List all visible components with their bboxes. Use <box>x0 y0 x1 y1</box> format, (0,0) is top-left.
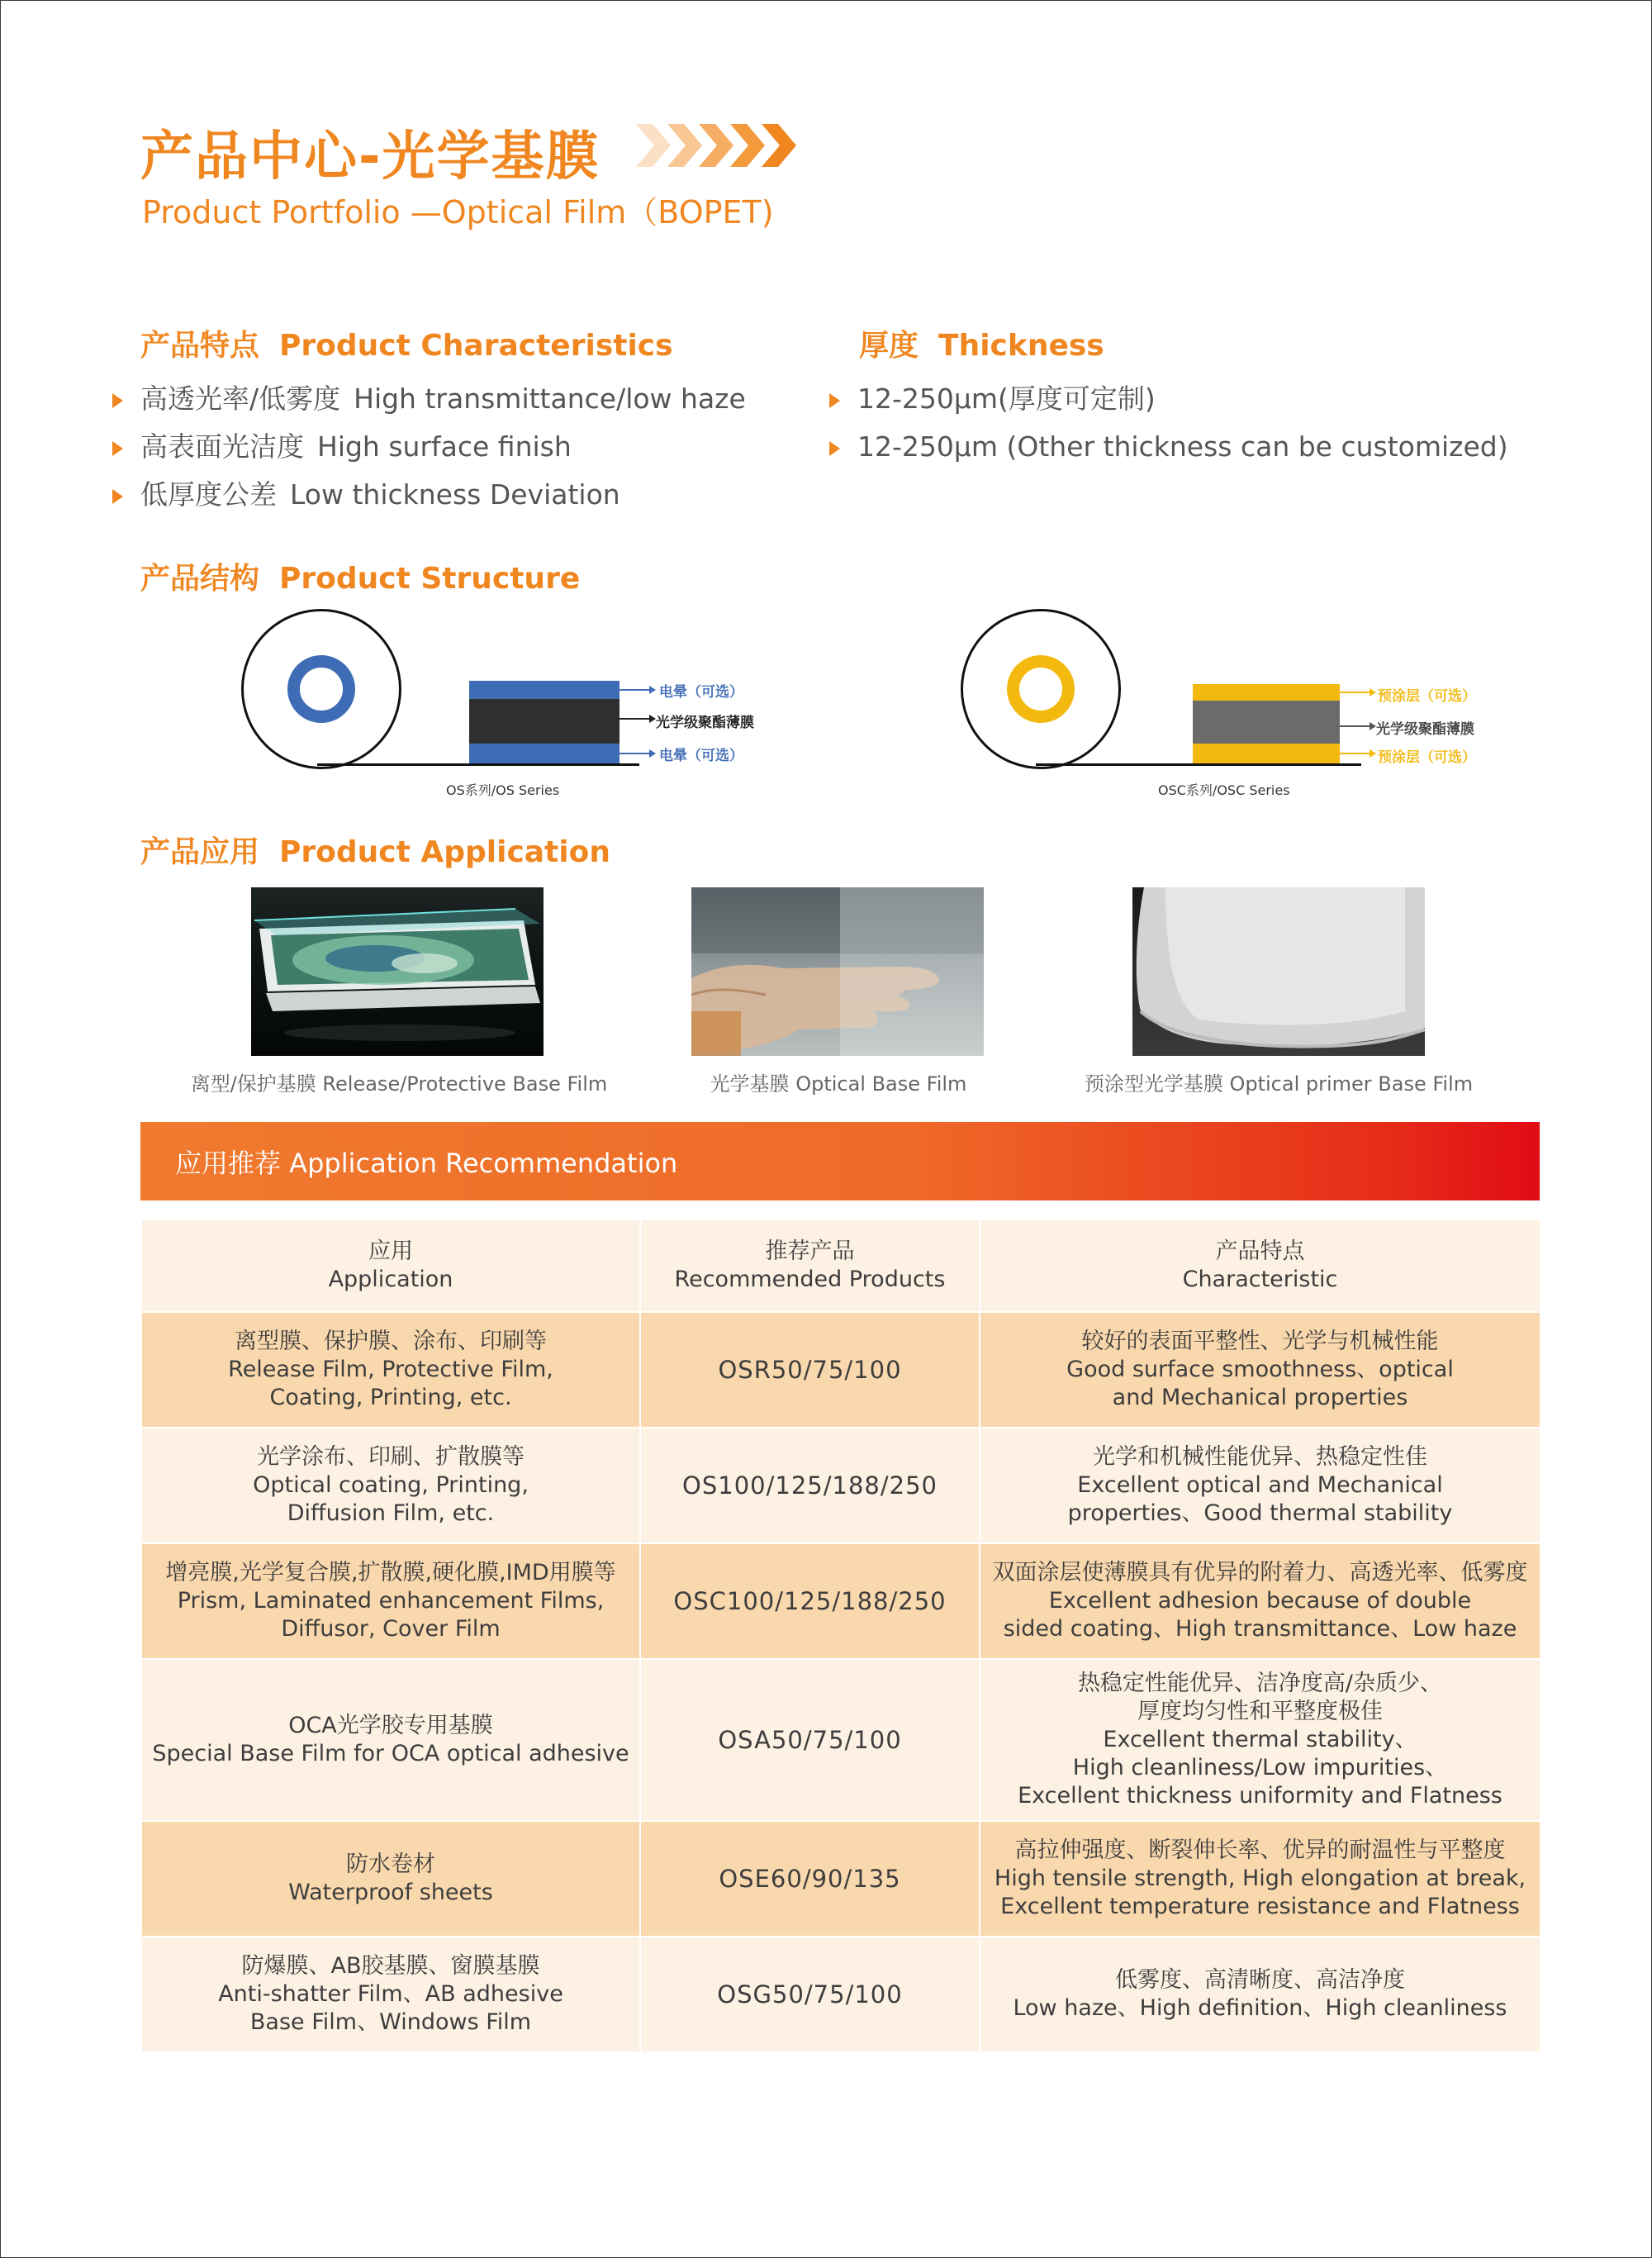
cell-product: OS100/125/188/250 <box>640 1428 980 1543</box>
recommendation-banner-title: 应用推荐 Application Recommendation <box>175 1148 678 1179</box>
column-header-application: 应用 Application <box>141 1219 640 1312</box>
os-roll-icon <box>241 609 401 769</box>
cell-application: 光学涂布、印刷、扩散膜等 Optical coating, Printing, Diffusion Film, etc. <box>141 1428 640 1543</box>
thickness-list <box>829 375 1508 471</box>
cell-application: OCA光学胶专用基膜 Special Base Film for OCA optical adhesive <box>141 1659 640 1821</box>
application-heading-en: Product Application <box>279 835 610 869</box>
os-layer-top-label: 电晕（可选） <box>659 684 743 701</box>
photo-caption: 预涂型光学基膜 Optical primer Base Film <box>1084 1072 1474 1096</box>
cell-characteristic: 双面涂层使薄膜具有优异的附着力、高透光率、低雾度 Excellent adhesion because of double sided coating、High transmittance、Low haze <box>980 1543 1540 1659</box>
tablet-photo-icon <box>251 887 544 1056</box>
cell-characteristic: 高拉伸强度、断裂伸长率、优异的耐温性与平整度 High tensile strength, High elongation at break, Excellent temperature resistance and Flatness <box>980 1821 1540 1937</box>
cell-application: 离型膜、保护膜、涂布、印刷等 Release Film, Protective Film, Coating, Printing, etc. <box>141 1312 640 1428</box>
recommendation-banner <box>140 1122 1540 1200</box>
chevron-arrows-icon <box>636 124 801 167</box>
page-title: 产品中心-光学基膜 <box>140 126 601 188</box>
os-roll-core-icon <box>287 655 355 723</box>
table-header-row <box>141 1219 1540 1312</box>
osc-arrows-icon <box>1340 684 1376 767</box>
osc-layer-bottom <box>1193 744 1340 763</box>
list-item: 低厚度公差 Low thickness Deviation <box>112 471 746 519</box>
cell-product: OSA50/75/100 <box>640 1659 980 1821</box>
osc-series-label: OSC系列/OSC Series <box>1158 782 1290 798</box>
page-subtitle: Product Portfolio —Optical Film（BOPET) <box>142 194 774 231</box>
structure-heading-cn: 产品结构 <box>140 562 260 596</box>
os-layer-mid-label: 光学级聚酯薄膜 <box>656 715 754 731</box>
cell-product: OSE60/90/135 <box>640 1821 980 1937</box>
cell-product: OSC100/125/188/250 <box>640 1543 980 1659</box>
cell-characteristic: 低雾度、高清晰度、高洁净度 Low haze、High definition、High cleanliness <box>980 1937 1540 2052</box>
table-row <box>141 1543 1540 1659</box>
cell-product: OSR50/75/100 <box>640 1312 980 1428</box>
osc-layer-mid <box>1193 701 1340 744</box>
os-arrows-icon <box>620 681 656 767</box>
column-header-characteristic: 产品特点 Characteristic <box>980 1219 1540 1312</box>
recommendation-table <box>140 1219 1541 2053</box>
osc-layer-top-label: 预涂层（可选） <box>1378 688 1476 705</box>
table-row <box>141 1659 1540 1821</box>
osc-layer-bottom-label: 预涂层（可选） <box>1378 749 1476 766</box>
characteristics-heading <box>140 322 673 364</box>
osc-baseline <box>1036 763 1361 766</box>
os-layer-top <box>469 681 620 699</box>
characteristics-heading-en: Product Characteristics <box>279 329 673 363</box>
column-header-product: 推荐产品 Recommended Products <box>640 1219 980 1312</box>
characteristics-list <box>112 375 746 519</box>
list-item: 12-250μm (Other thickness can be customized) <box>829 423 1508 471</box>
cell-application: 增亮膜,光学复合膜,扩散膜,硬化膜,IMD用膜等 Prism, Laminated enhancement Films, Diffusor, Cover Film <box>141 1543 640 1659</box>
table-row <box>141 1312 1540 1428</box>
list-item: 高透光率/低雾度 High transmittance/low haze <box>112 375 746 423</box>
thickness-heading-cn: 厚度 <box>859 329 919 363</box>
cell-characteristic: 热稳定性能优异、洁净度高/杂质少、 厚度均匀性和平整度极佳 Excellent thermal stability、 High cleanliness/Low impurities、 Excellent thickness uniformity and Flatness <box>980 1659 1540 1821</box>
structure-heading <box>140 555 580 597</box>
os-layer-bottom-label: 电晕（可选） <box>659 748 743 764</box>
table-row <box>141 1937 1540 2052</box>
cell-characteristic: 光学和机械性能优异、热稳定性佳 Excellent optical and Mechanical properties、Good thermal stability <box>980 1428 1540 1543</box>
os-baseline <box>317 763 639 766</box>
os-layer-mid <box>469 699 620 744</box>
application-heading-cn: 产品应用 <box>140 835 260 869</box>
structure-heading-en: Product Structure <box>279 562 581 596</box>
film-sheet-photo-icon <box>1132 887 1425 1056</box>
photo-caption: 光学基膜 Optical Base Film <box>710 1072 967 1096</box>
application-heading <box>140 829 610 871</box>
osc-roll-core-icon <box>1007 655 1075 723</box>
osc-roll-icon <box>961 609 1121 769</box>
table-row <box>141 1821 1540 1937</box>
os-layer-bottom <box>469 744 620 763</box>
table-row <box>141 1428 1540 1543</box>
list-item: 高表面光洁度 High surface finish <box>112 423 746 471</box>
characteristics-heading-cn: 产品特点 <box>140 329 260 363</box>
cell-application: 防水卷材 Waterproof sheets <box>141 1821 640 1937</box>
osc-layer-mid-label: 光学级聚酯薄膜 <box>1376 721 1474 738</box>
osc-layer-top <box>1193 684 1340 701</box>
list-item: 12-250μm(厚度可定制) <box>829 375 1508 423</box>
thickness-heading-en: Thickness <box>938 329 1104 363</box>
cell-application: 防爆膜、AB胶基膜、窗膜基膜 Anti-shatter Film、AB adhesive Base Film、Windows Film <box>141 1937 640 2052</box>
thickness-heading <box>859 322 1104 364</box>
cell-characteristic: 较好的表面平整性、光学与机械性能 Good surface smoothness、optical and Mechanical properties <box>980 1312 1540 1428</box>
photo-caption: 离型/保护基膜 Release/Protective Base Film <box>190 1072 608 1096</box>
os-series-label: OS系列/OS Series <box>446 782 560 798</box>
cell-product: OSG50/75/100 <box>640 1937 980 2052</box>
glove-film-photo-icon <box>691 887 984 1056</box>
